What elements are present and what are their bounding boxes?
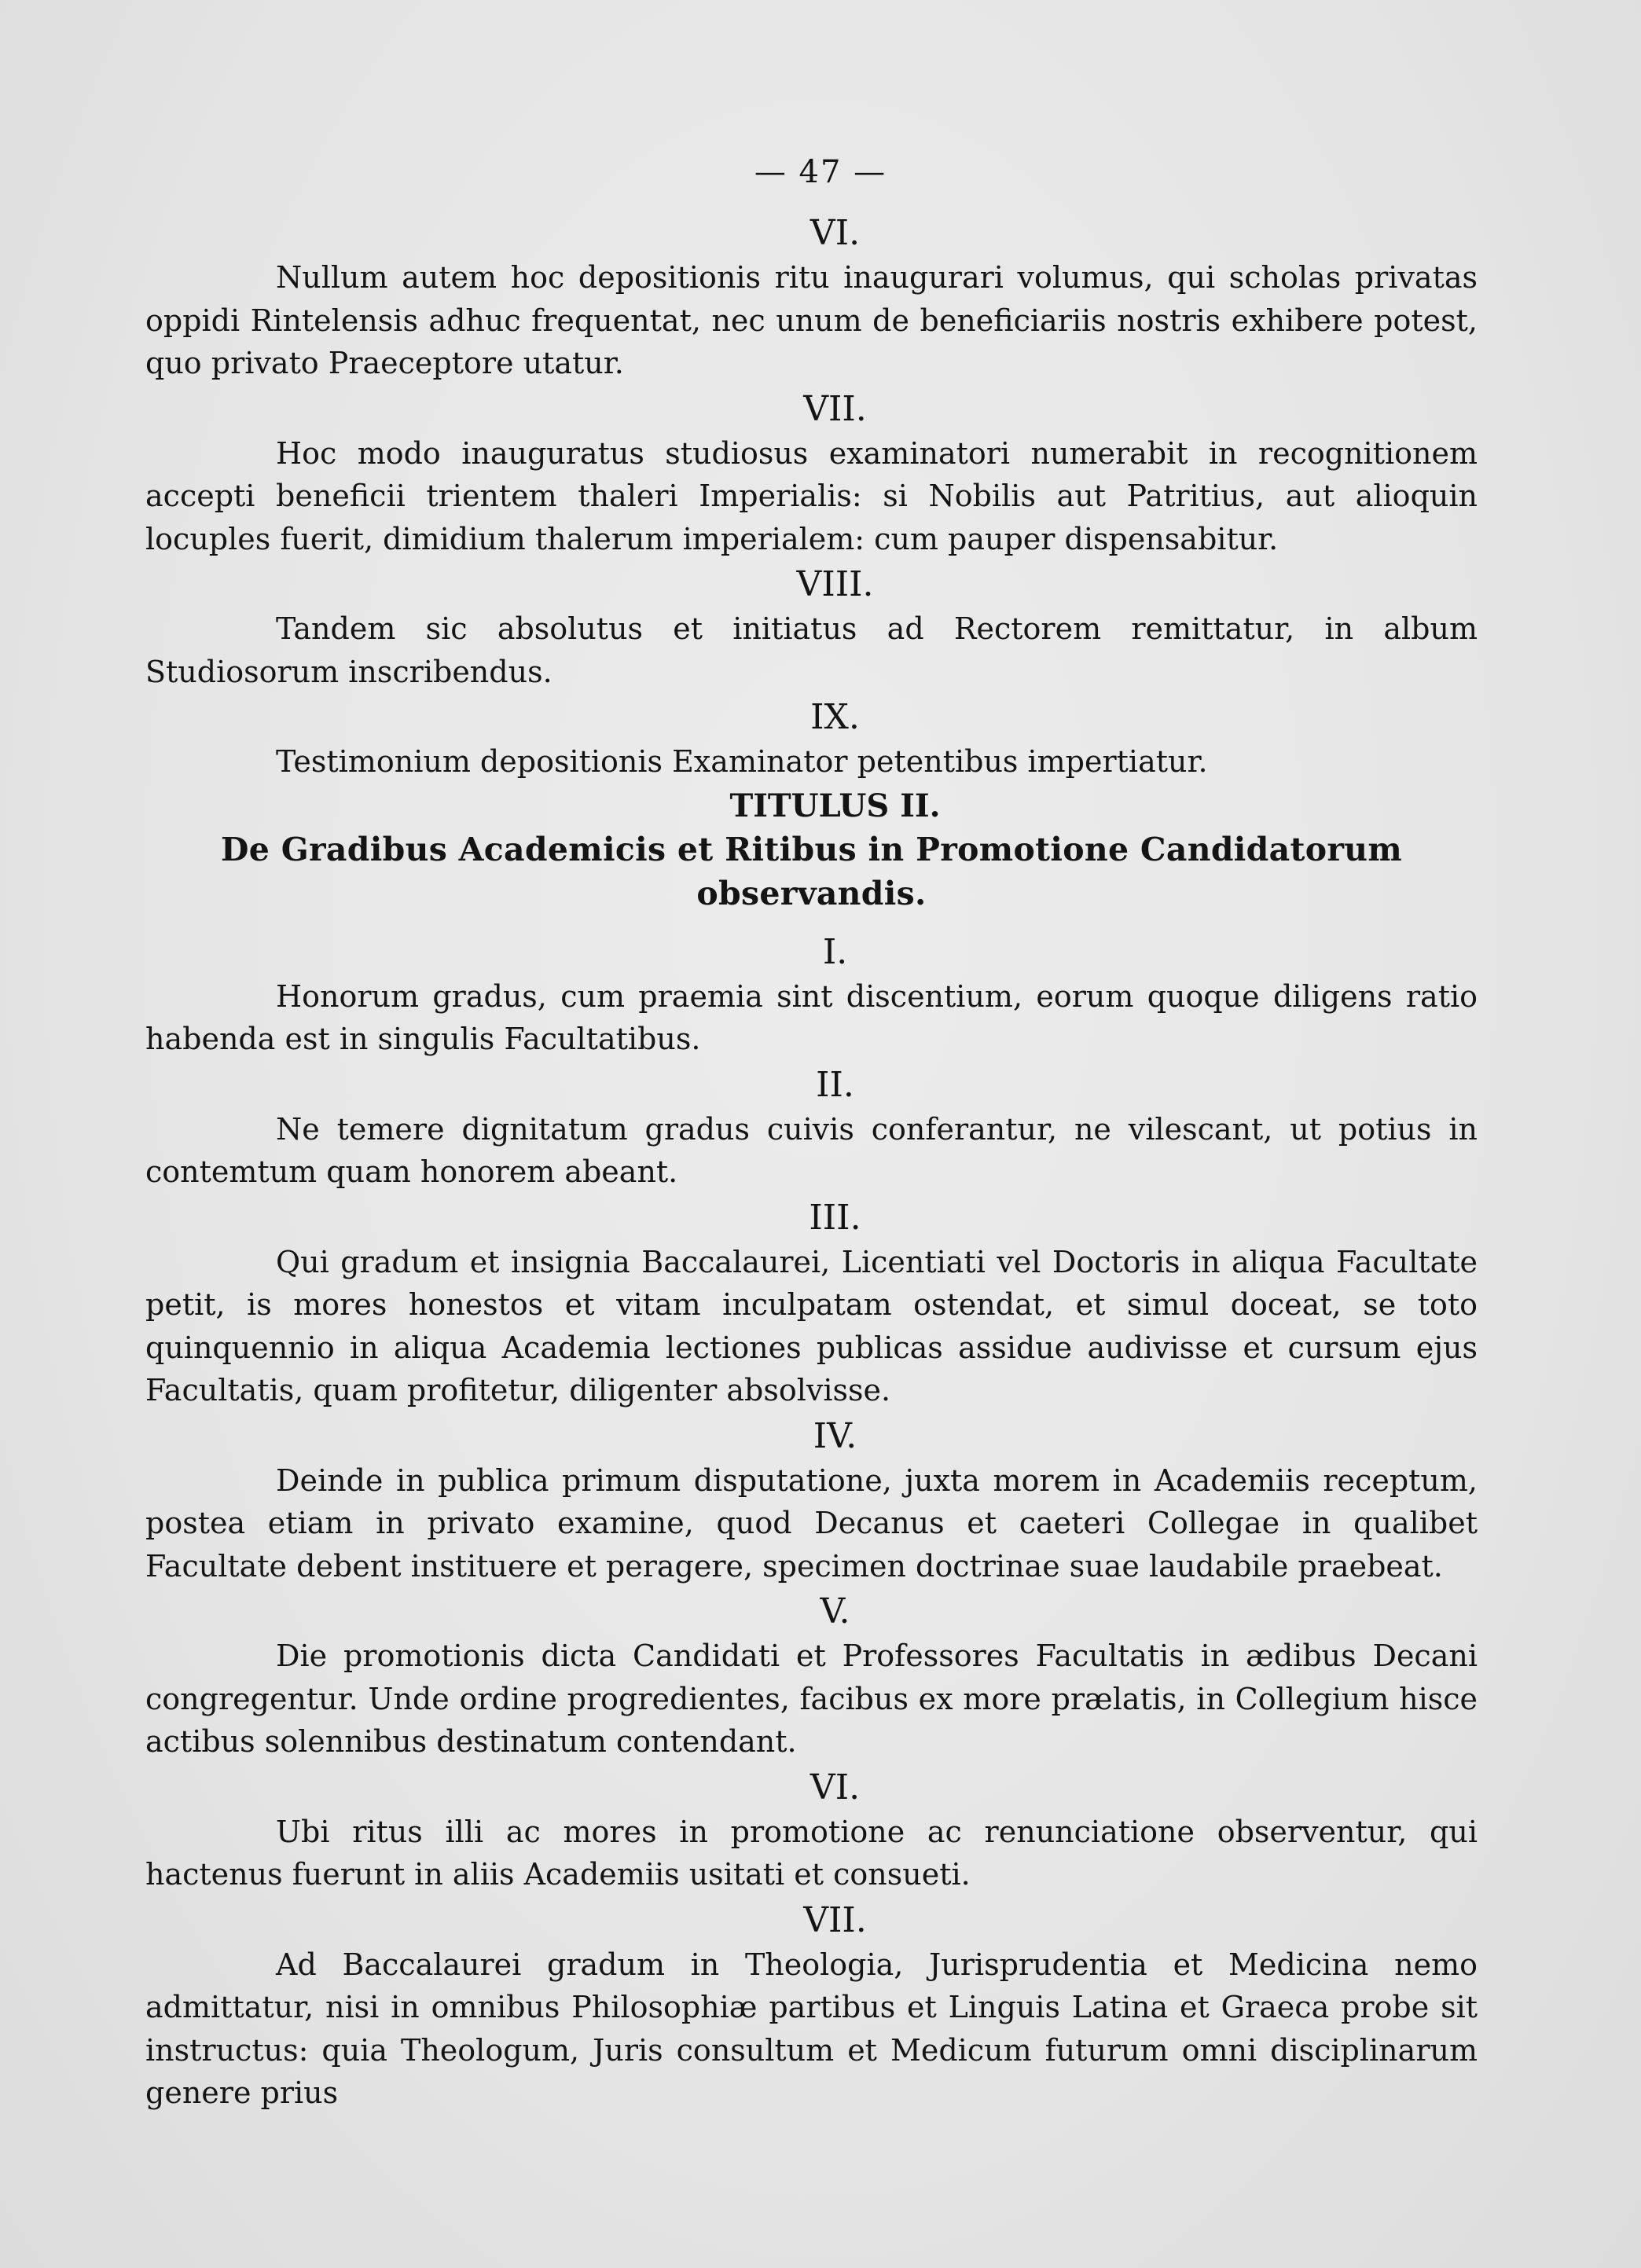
section-paragraph: Nullum autem hoc depositionis ritu inaugurari volumus, qui scholas privatas oppidi Rintelensis adhuc frequentat, nec unum de beneficiariis nostris exhibere potest, quo privato Praeceptore utatur.: [145, 260, 1478, 380]
section-heading: VII.: [803, 1899, 867, 1940]
section-paragraph: Ubi ritus illi ac mores in promotione ac renunciatione observentur, qui hactenus fuerunt in aliis Academiis usitati et consueti.: [145, 1814, 1478, 1892]
section-heading: VI.: [809, 213, 861, 253]
section-heading: IX.: [810, 697, 860, 737]
page-number: — 47 —: [754, 154, 887, 190]
section-paragraph: Tandem sic absolutus et initiatus ad Rectorem remittatur, in album Studiosorum inscribendus.: [145, 611, 1478, 689]
section-paragraph: Ad Baccalaurei gradum in Theologia, Jurisprudentia et Medicina nemo admittatur, nisi in omnibus Philosophiæ partibus et Linguis Latina et Graeca probe sit instructus: quia Theologum, Juris consultum et Medicum futurum omni disciplinarum genere prius: [145, 1947, 1478, 2110]
page-body: [145, 211, 1478, 2116]
section-paragraph: Testimonium depositionis Examinator petentibus impertiatur.: [276, 744, 1208, 779]
section-heading: II.: [816, 1064, 854, 1105]
section-paragraph: Deinde in publica primum disputatione, juxta morem in Academiis receptum, postea etiam in privato examine, quod Decanus et caeteri Collegae in qualibet Facultate debent instituere et peragere, specimen doctrinae suae laudabile praebeat.: [145, 1462, 1478, 1584]
section-heading: VII.: [803, 388, 867, 429]
section-heading: VIII.: [796, 564, 874, 604]
section-heading: IV.: [813, 1415, 857, 1456]
section-paragraph: Hoc modo inauguratus studiosus examinatori numerabit in recognitionem accepti beneficii trientem thaleri Imperialis: si Nobilis aut Patritius, aut alioquin locuples fuerit, dimidium thalerum imperialem: cum pauper dispensabitur.: [145, 435, 1478, 556]
section-heading: III.: [809, 1197, 861, 1238]
titulus-subtitle: De Gradibus Academicis et Ritibus in Promotione Candidatorum observandis.: [220, 830, 1403, 912]
section-paragraph: Qui gradum et insignia Baccalaurei, Licentiati vel Doctoris in aliqua Facultate petit, is mores honestos et vitam inculpatam ostendat, et simul doceat, se toto quinquennio in aliqua Academia lectiones publicas assidue audivisse et cursum ejus Facultatis, quam profitetur, diligenter absolvisse.: [145, 1244, 1478, 1407]
titulus-heading: TITULUS II.: [729, 787, 941, 824]
section-paragraph: Die promotionis dicta Candidati et Professores Facultatis in ædibus Decani congregentur. Unde ordine progredientes, facibus ex more prælatis, in Collegium hisce actibus solennibus destinatum contendant.: [145, 1639, 1478, 1759]
section-paragraph: Ne temere dignitatum gradus cuivis conferantur, ne vilescant, ut potius in contemtum quam honorem abeant.: [145, 1111, 1478, 1189]
section-heading: I.: [822, 931, 848, 972]
section-heading: VI.: [809, 1767, 861, 1807]
section-paragraph: Honorum gradus, cum praemia sint discentium, eorum quoque diligens ratio habenda est in singulis Facultatibus.: [145, 978, 1478, 1056]
section-heading: V.: [820, 1591, 850, 1631]
